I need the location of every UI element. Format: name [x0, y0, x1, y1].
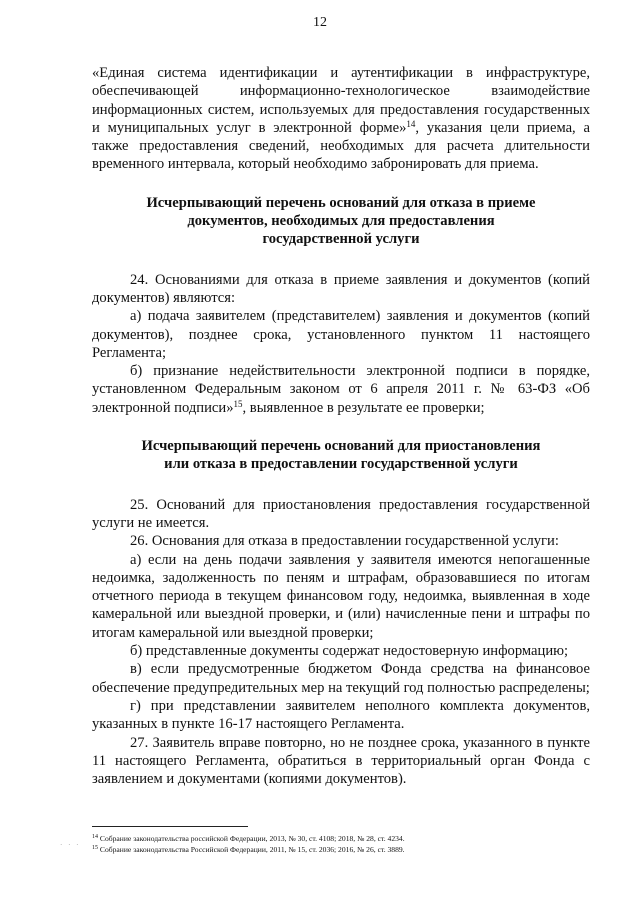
paragraph-26b: б) представленные документы содержат недостоверную информацию; — [130, 643, 569, 660]
section-heading-refusal-reception: Исчерпывающий перечень оснований для отказа в приеме документов, необходимых для предоставления государственной услуги — [146, 194, 536, 248]
footnote-15: $^{15}$ Собрание законодательства Российской Федерации, 2011, № 15, ст. 2036; 2016, № 26, ст. 3889. — [92, 845, 405, 854]
footnotes — [92, 833, 552, 855]
paragraph-27: 27. Заявитель вправе повторно, но не позднее срока, указанного в пункте 11 настоящего Регламента, обратиться в территориальный орган Фонда с заявлением и документами (копиями документов). — [92, 734, 590, 788]
paragraph-24a: а) подача заявителем (представителем) заявления и документов (копий документов), позднее срока, установленного пунктом 11 настоящего Регламента; — [92, 308, 590, 361]
footnote-14: $^{14}$ Собрание законодательства российской Федерации, 2013, № 30, ст. 4108; 2018, № 28, ст. 4234. — [92, 834, 405, 843]
intro-paragraph: «Единая система идентификации и аутентификации в инфраструктуре, обеспечивающей информационно-технологическое взаимодействие информационных систем, используемых для предоставления государственных и муниципальных услуг в электронной форме»$^{14}$, указания цели приема, а также предоставления сведений, необходимых для расчета длительности временного интервала, который необходимо забронировать для приема. — [92, 65, 590, 173]
scan-artifact-dots: · · · — [60, 841, 81, 849]
footnote-ref: 15 — [233, 398, 243, 409]
page-number: 12 — [313, 15, 327, 30]
paragraph-26: 26. Основания для отказа в предоставлении государственной услуги: — [130, 533, 559, 550]
paragraph-26d: г) при представлении заявителем неполного комплекта документов, указанных в пункте 16-17 настоящего Регламента. — [92, 697, 590, 733]
document-body — [92, 64, 590, 788]
paragraph-24: 24. Основаниями для отказа в приеме заявления и документов (копий документов) являются: — [92, 271, 590, 306]
section-heading-suspension-refusal: Исчерпывающий перечень оснований для приостановления или отказа в предоставлении государственной услуги — [141, 438, 541, 473]
paragraph-26a: а) если на день подачи заявления у заявителя имеются непогашенные недоимка, задолженность по пеням и штрафам, образовавшиеся по итогам отчетного периода в текущем финансовом году, недоимка, выявленная в ходе камеральной или выездной проверки, и (или) начисленные пени и штрафы по итогам камеральной или выездной проверки; — [92, 551, 590, 641]
footnote-ref: 14 — [406, 118, 416, 129]
footnote-divider — [92, 826, 248, 827]
paragraph-25: 25. Оснований для приостановления предоставления государственной услуги не имеется. — [92, 496, 590, 531]
paragraph-24b: б) признание недействительности электронной подписи в порядке, установленном Федеральным законом от 6 апреля 2011 г. № 63-ФЗ «Об электронной подписи»$^{15}$, выявленное в результате ее проверки; — [92, 363, 590, 416]
paragraph-26c: в) если предусмотренные бюджетом Фонда средства на финансовое обеспечение предупредительных мер на текущий год полностью распределены; — [92, 661, 590, 696]
